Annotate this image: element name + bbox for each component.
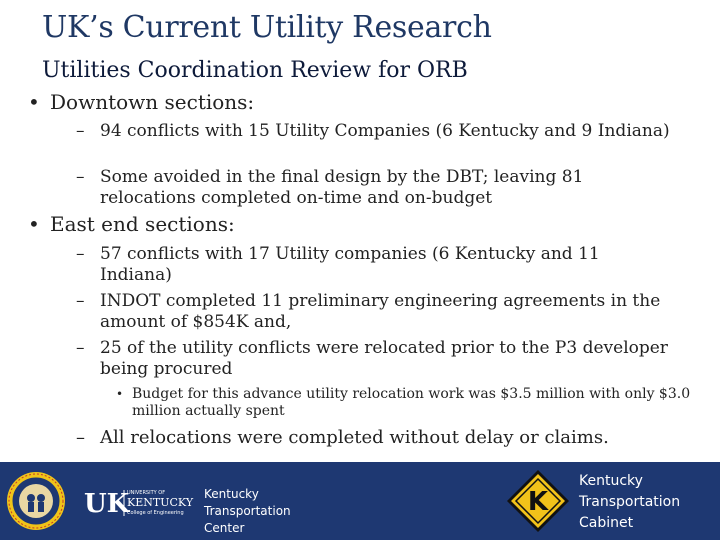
dash-glyph: – — [76, 167, 85, 187]
uk-wordmark: UK — [84, 489, 130, 519]
kytc-road-sign-icon — [505, 468, 571, 534]
east-end-heading: East end sections: — [50, 212, 235, 236]
bullet-glyph: • — [116, 387, 124, 401]
footer-bar — [0, 462, 720, 540]
downtown-item-text: Some avoided in the final design by the DBT; leaving 81 relocations completed on-time and on-budget — [100, 167, 584, 208]
bullet-east-end — [28, 212, 235, 236]
ktc-line: Kentucky — [204, 487, 259, 501]
downtown-item — [76, 167, 670, 209]
east-end-final-item — [76, 427, 670, 449]
kytc-label — [579, 471, 715, 534]
dash-glyph: – — [76, 291, 85, 311]
east-end-item-text: 57 conflicts with 17 Utility companies (6 Kentucky and 11 Indiana) — [100, 244, 600, 285]
kentucky-seal-icon — [6, 471, 66, 531]
dash-glyph: – — [76, 121, 85, 141]
ktc-label — [204, 486, 304, 537]
east-end-item-text: 25 of the utility conflicts were relocated prior to the P3 developer being procured — [100, 338, 668, 379]
bullet-glyph: • — [28, 212, 40, 236]
dash-glyph: – — [76, 427, 85, 448]
bullet-glyph: • — [28, 90, 40, 114]
kytc-line: Kentucky — [579, 473, 643, 489]
uk-tagline: UNIVERSITY OF — [127, 490, 166, 496]
east-end-item — [76, 291, 670, 333]
east-end-item — [76, 338, 670, 380]
kytc-line: Cabinet — [579, 515, 634, 531]
slide-title: UK’s Current Utility Research — [42, 10, 492, 45]
ktc-line: Center — [204, 521, 245, 535]
kytc-line: Transportation — [579, 494, 681, 510]
dash-glyph: – — [76, 244, 85, 264]
east-end-final-item-text: All relocations were completed without delay or claims. — [100, 427, 609, 448]
dash-glyph: – — [76, 338, 85, 358]
uk-college: College of Engineering — [127, 510, 184, 516]
east-end-sub-item — [116, 386, 692, 420]
ktc-line: Transportation — [204, 504, 291, 518]
bullet-downtown — [28, 90, 255, 114]
east-end-item — [76, 244, 670, 286]
downtown-heading: Downtown sections: — [50, 90, 255, 114]
uk-logo — [84, 486, 196, 520]
east-end-sub-item-text: Budget for this advance utility relocation work was $3.5 million with only $3.0 million actually spent — [132, 386, 691, 419]
east-end-item-text: INDOT completed 11 preliminary engineering agreements in the amount of $854K and, — [100, 291, 661, 332]
uk-name: KENTUCKY — [127, 496, 194, 509]
downtown-item — [76, 121, 670, 142]
sign-letter: K — [527, 487, 549, 517]
slide-subtitle: Utilities Coordination Review for ORB — [42, 58, 468, 83]
downtown-item-text: 94 conflicts with 15 Utility Companies (6 Kentucky and 9 Indiana) — [100, 121, 670, 141]
